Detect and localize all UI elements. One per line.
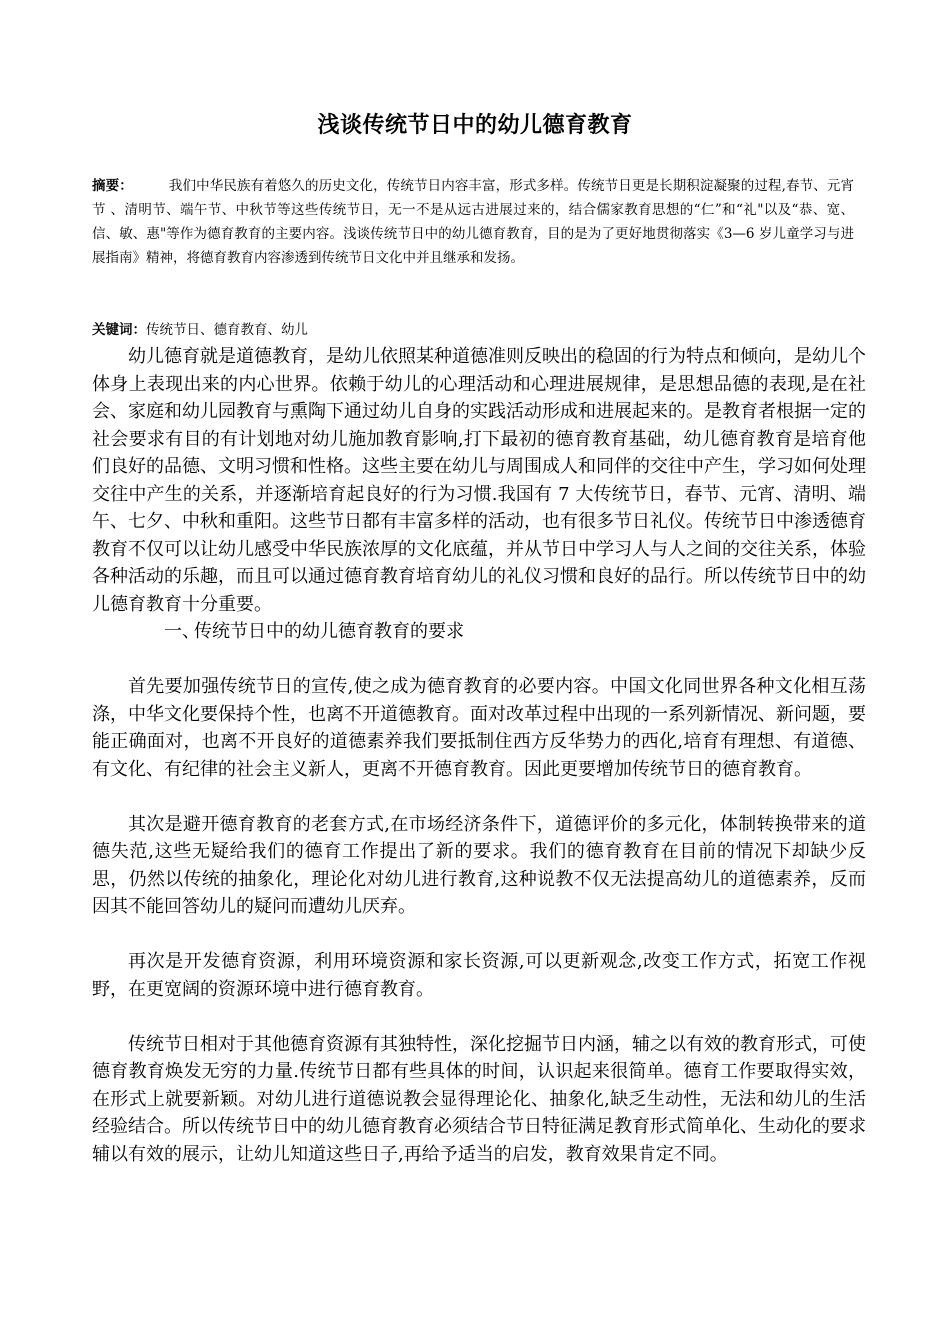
abstract-label: 摘要：	[92, 178, 133, 194]
section-number: 一、	[164, 621, 200, 642]
section-heading	[92, 618, 866, 646]
paragraph-2: 其次是避开德育教育的老套方式,在市场经济条件下，道德评价的多元化，体制转换带来的道德失范,这些无疑给我们的德育工作提出了新的要求。我们的德育教育在目前的情况下却缺少反思，仍然以传统的抽象化，理论化对幼儿进行教育,这种说教不仅无法提高幼儿的道德素养，反而因其不能回答幼儿的疑问而遭幼儿厌弃。	[92, 813, 866, 917]
paragraph-4: 传统节日相对于其他德育资源有其独特性，深化挖掘节日内涵，辅之以有效的教育形式，可使德育教育焕发无穷的力量.传统节日都有些具体的时间，认识起来很简单。德育工作要取得实效，在形式上就要新颖。对幼儿进行道德说教会显得理论化、抽象化,缺乏生动性，无法和幼儿的生活经验结合。所以传统节日中的幼儿德育教育必须结合节日特征满足教育形式简单化、生动化的要求辅以有效的展示，让幼儿知道这些日子,再给予适当的启发，教育效果肯定不同。	[92, 1033, 866, 1165]
abstract-text: 我们中华民族有着悠久的历史文化，传统节日内容丰富，形式多样。传统节日更是长期积淀凝聚的过程,春节、元宵节 、清明节、端午节、中秋节等这些传统节日，无一不是从远古进展过来的，结合儒家教育思想的“仁”和“礼"以及“恭、宽、信、敏、惠"等作为德育教育的主要内容。浅谈传统节日中的幼儿德育教育，目的是为了更好地贯彻落实《3—6 岁儿童学习与进展指南》精神，将德育教育内容渗透到传统节日文化中并且继承和发扬。	[92, 178, 855, 266]
keywords-label: 关键词：	[92, 322, 146, 338]
section-title: 传统节日中的幼儿德育教育的要求	[194, 621, 464, 642]
keywords	[92, 320, 854, 340]
abstract	[92, 174, 854, 270]
intro-paragraph: 幼儿德育就是道德教育，是幼儿依照某种道德准则反映出的稳固的行为特点和倾向，是幼儿个体身上表现出来的内心世界。依赖于幼儿的心理活动和心理进展规律，是思想品德的表现,是在社会、家庭和幼儿园教育与熏陶下通过幼儿自身的实践活动形成和进展起来的。是教育者根据一定的社会要求有目的有计划地对幼儿施加教育影响,打下最初的德育教育基础，幼儿德育教育是培育他们良好的品德、文明习惯和性格。这些主要在幼儿与周围成人和同伴的交往中产生，学习如何处理交往中产生的关系，并逐渐培育起良好的行为习惯.我国有 7 大传统节日，春节、元宵、清明、端午、七夕、中秋和重阳。这些节日都有丰富多样的活动，也有很多节日礼仪。传统节日中渗透德育教育不仅可以让幼儿感受中华民族浓厚的文化底蕴，并从节日中学习人与人之间的交往关系，体验各种活动的乐趣，而且可以通过德育教育培育幼儿的礼仪习惯和良好的品行。所以传统节日中的幼儿德育教育十分重要。	[92, 346, 866, 615]
paragraph-3: 再次是开发德育资源，利用环境资源和家长资源,可以更新观念,改变工作方式，拓宽工作视野，在更宽阔的资源环境中进行德育教育。	[92, 951, 866, 1000]
paragraph-1: 首先要加强传统节日的宣传,使之成为德育教育的必要内容。中国文化同世界各种文化相互荡涤，中华文化要保持个性，也离不开道德教育。面对改革过程中出现的一系列新情况、新问题，要能正确面对，也离不开良好的道德素养我们要抵制住西方反华势力的西化,培育有理想、有道德、有文化、有纪律的社会主义新人，更离不开德育教育。因此更要增加传统节日的德育教育。	[92, 676, 866, 780]
document-title: 浅谈传统节日中的幼儿德育教育	[317, 113, 633, 138]
keywords-text: 传统节日、德育教育、幼儿	[146, 322, 308, 338]
document-body	[92, 343, 866, 1168]
